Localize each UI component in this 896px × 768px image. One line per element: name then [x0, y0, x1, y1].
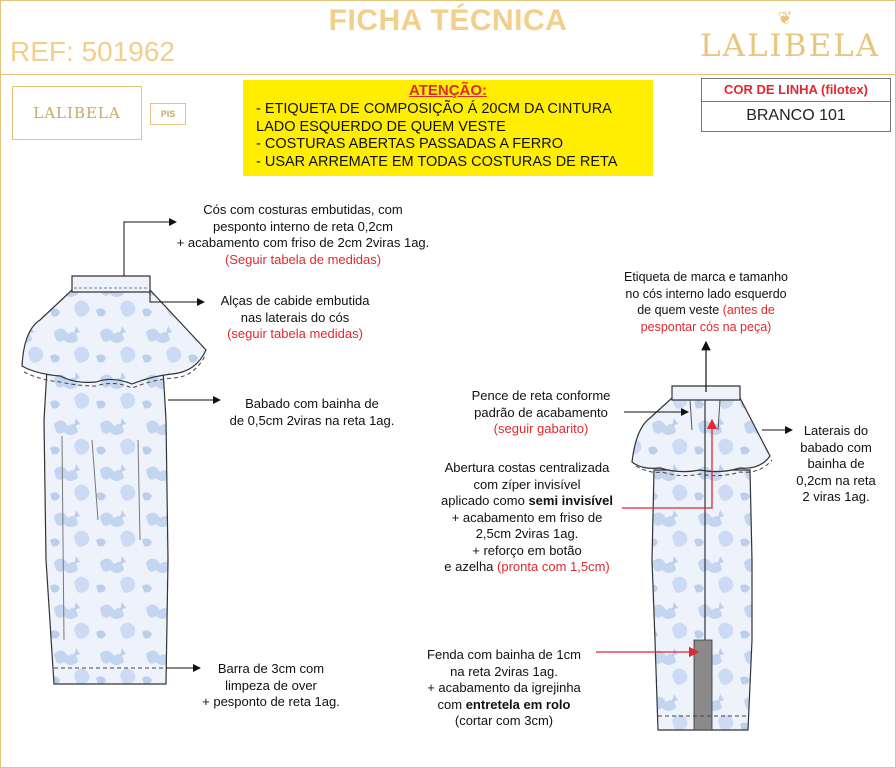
thread-color-label: COR DE LINHA (filotex) — [702, 79, 890, 102]
attention-line: LADO ESQUERDO DE QUEM VESTE — [256, 118, 506, 135]
annotation-line: pesponto interno de reta 0,2cm — [213, 218, 393, 234]
front-ruffle — [22, 290, 206, 384]
hanger-annotation — [200, 293, 390, 343]
annotation-line: Laterais do — [803, 423, 869, 438]
brand-wordmark: LALIBELA — [700, 28, 881, 64]
annotation-line: no cós interno lado esquerdo — [625, 286, 787, 301]
annotation-note: pespontar cós na peça) — [640, 319, 772, 334]
annotation-line: de 0,5cm 2viras na reta 1ag. — [229, 412, 395, 428]
page-title: FICHA TÉCNICA — [328, 4, 568, 37]
thread-color-value: BRANCO 101 — [746, 107, 846, 124]
attention-line: - ETIQUETA DE COMPOSIÇÃO Á 20CM DA CINTURA — [256, 101, 612, 117]
annotation-line: + reforço em botão — [472, 542, 582, 558]
annotation-line: Babado com bainha de — [245, 396, 379, 411]
back-ruffle — [632, 398, 770, 472]
annotation-line: 0,2cm na reta — [796, 472, 876, 488]
ruffle-annotation — [212, 396, 412, 429]
waistband-annotation — [148, 202, 458, 268]
annotation-line: com zíper invisível — [473, 476, 581, 492]
front-waistband — [72, 276, 150, 292]
pis-tag: PIS — [150, 103, 186, 125]
annotation-line: Etiqueta de marca e tamanho — [624, 270, 788, 284]
side-ruffle-annotation — [786, 423, 886, 506]
back-skirt-drawing — [632, 386, 772, 730]
annotation-line: Alças de cabide embutida — [220, 293, 370, 308]
dart-annotation — [446, 388, 636, 438]
annotation-line: (cortar com 3cm) — [454, 713, 554, 728]
annotation-line: nas laterais do cós — [240, 309, 350, 325]
annotation-line: 2 viras 1ag. — [802, 489, 870, 504]
crest-icon: ❦ — [777, 8, 793, 28]
attention-heading: ATENÇÃO: — [408, 82, 488, 99]
annotation-line: Fenda com bainha de 1cm — [427, 647, 581, 662]
annotation-line: + acabamento em friso de — [451, 509, 603, 525]
annotation-line: Barra de 3cm com — [217, 661, 325, 676]
annotation-line: com entretela em rolo — [437, 696, 571, 712]
annotation-line: Abertura costas centralizada — [444, 460, 610, 475]
annotation-line: babado com — [800, 439, 872, 455]
annotation-line: de quem veste (antes de — [637, 303, 775, 317]
label-tag-annotation — [602, 269, 810, 335]
annotation-line: aplicado como semi invisível — [440, 493, 613, 508]
front-skirt-drawing — [22, 276, 206, 684]
annotation-line: + pesponto de reta 1ag. — [202, 694, 340, 709]
annotation-line: + acabamento com friso de 2cm 2viras 1ag. — [176, 235, 430, 250]
attention-line: - COSTURAS ABERTAS PASSADAS A FERRO — [256, 136, 563, 152]
annotation-note: (Seguir tabela de medidas) — [224, 251, 382, 267]
annotation-line: Cós com costuras embutidas, com — [203, 202, 403, 217]
annotation-line: + acabamento da igrejinha — [427, 680, 581, 695]
annotation-line: 2,5cm 2viras 1ag. — [475, 526, 579, 541]
reference-code: REF: 501962 — [10, 36, 175, 67]
annotation-line: bainha de — [807, 456, 865, 471]
annotation-line: na reta 2viras 1ag. — [450, 663, 558, 679]
annotation-note: (seguir tabela medidas) — [227, 326, 363, 341]
slit-annotation — [404, 647, 604, 730]
annotation-line: e azelha (pronta com 1,5cm) — [444, 559, 610, 574]
opening-annotation — [416, 460, 638, 576]
hem-annotation — [188, 661, 354, 711]
annotation-line: limpeza de over — [225, 677, 317, 693]
attention-line: - USAR ARREMATE EM TODAS COSTURAS DE RETA — [256, 153, 618, 170]
annotation-line: padrão de acabamento — [474, 404, 608, 420]
annotation-note: (seguir gabarito) — [493, 421, 589, 436]
label-preview: LALIBELA — [12, 86, 142, 140]
annotation-line: Pence de reta conforme — [471, 388, 611, 403]
